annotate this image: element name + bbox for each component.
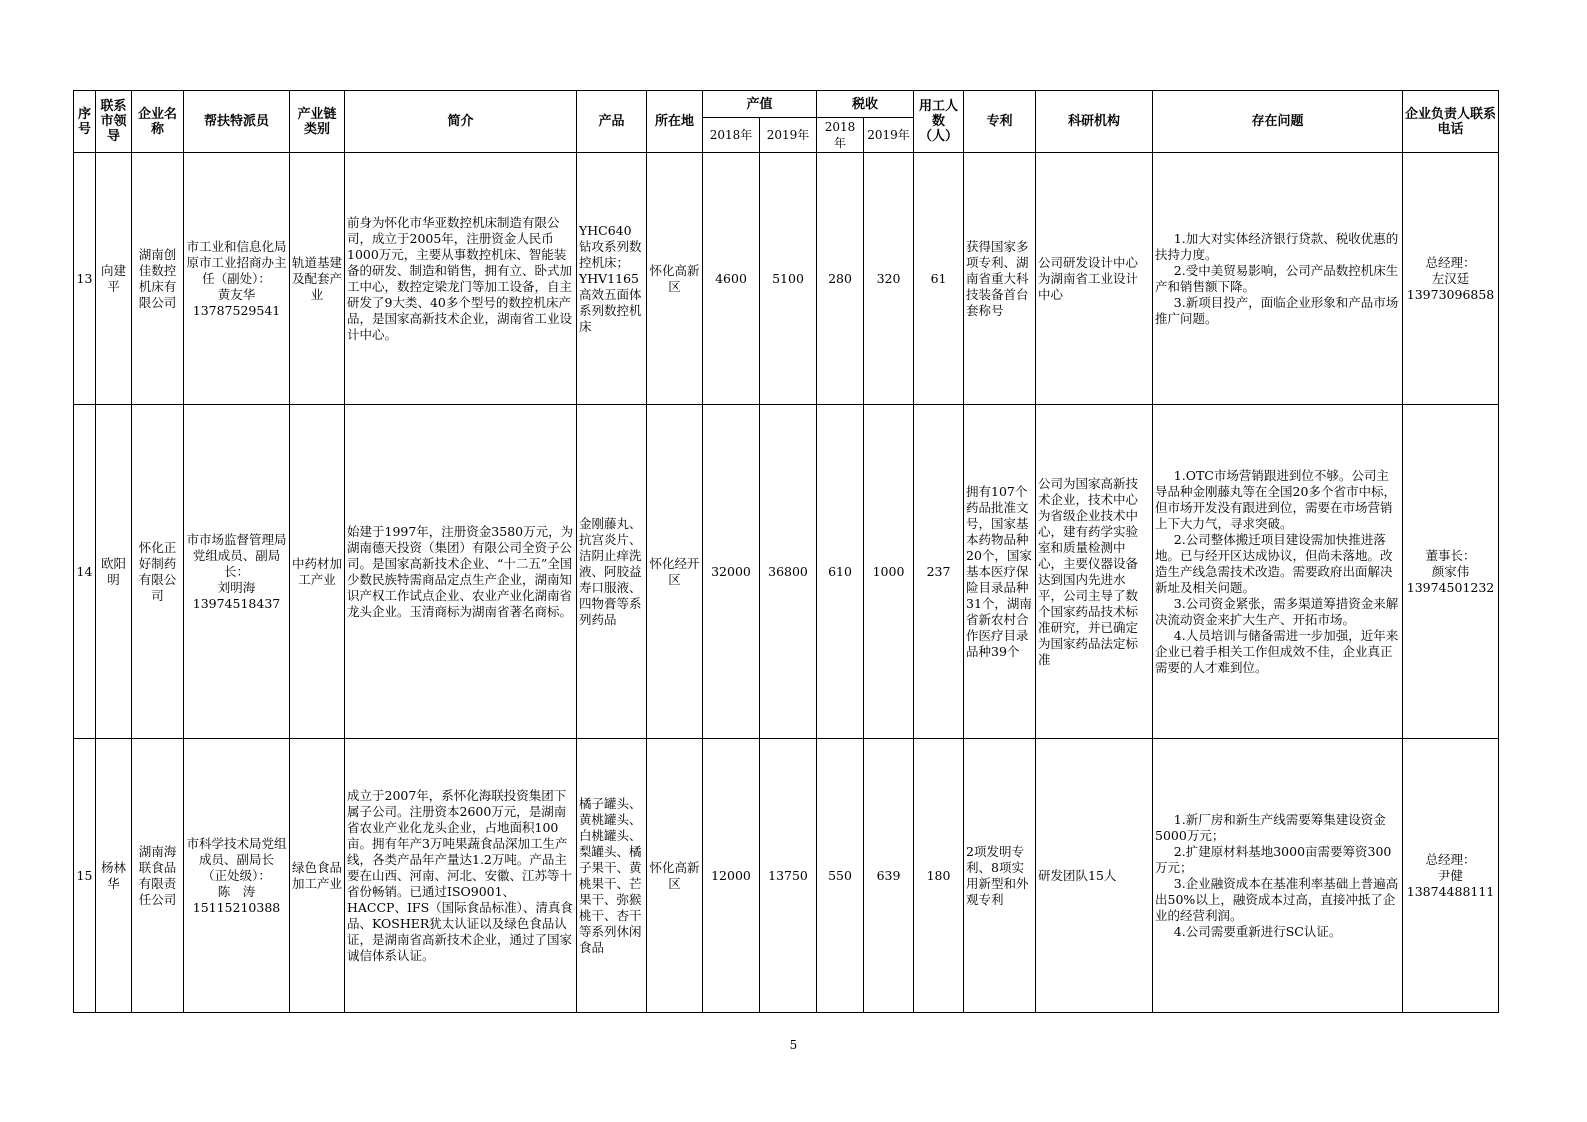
header-seq: 序号 [74, 91, 96, 153]
header-tax: 税收 [817, 91, 914, 118]
header-contact: 企业负责人联系电话 [1403, 91, 1499, 153]
header-output-2018: 2018年 [703, 118, 760, 153]
cell-company: 湖南海联食品有限责任公司 [132, 739, 184, 1013]
table-row [74, 405, 1499, 739]
cell-industry: 绿色食品加工产业 [290, 739, 345, 1013]
cell-location: 怀化高新区 [647, 739, 703, 1013]
cell-intro: 始建于1997年，注册资金3580万元，为湖南德天投资（集团）有限公司全资子公司。是国家高新技术企业、“十二五”全国少数民族特需商品定点生产企业，湖南知识产权工作试点企业、农业产业化湖南省龙头企业。玉清商标为湖南省著名商标。 [345, 405, 577, 739]
cell-staff: 180 [914, 739, 964, 1013]
cell-staff: 61 [914, 153, 964, 405]
cell-output-2019: 13750 [760, 739, 817, 1013]
cell-contact: 董事长： 颜家伟 13974501232 [1403, 405, 1499, 739]
header-tax-2018: 2018年 [817, 118, 864, 153]
cell-industry: 轨道基建及配套产业 [290, 153, 345, 405]
header-staff: 用工人数（人） [914, 91, 964, 153]
cell-company: 湖南创佳数控机床有限公司 [132, 153, 184, 405]
cell-patent: 2项发明专利、8项实用新型和外观专利 [964, 739, 1036, 1013]
header-row-top [74, 91, 1499, 118]
problem-item: 3.新项目投产，面临企业形象和产品市场推广问题。 [1155, 294, 1399, 326]
cell-location: 怀化经开区 [647, 405, 703, 739]
cell-seq: 15 [74, 739, 96, 1013]
cell-seq: 13 [74, 153, 96, 405]
problem-item: 4.公司需要重新进行SC认证。 [1173, 923, 1342, 939]
header-research: 科研机构 [1036, 91, 1153, 153]
problem-item: 2.公司整体搬迁项目建设需加快推进落地。已与经开区达成协议，但尚未落地。改造生产线急需技术改造。需要政府出面解决新址及相关问题。 [1155, 531, 1393, 595]
problem-item: 2.扩建原材料基地3000亩需要筹资300万元； [1155, 843, 1392, 875]
problem-item: 1.OTC市场营销跟进到位不够。公司主导品种金刚藤丸等在全国20多个省市中标，但市场开发没有跟进到位，需要在市场营销上下大力气，寻求突破。 [1155, 467, 1396, 531]
cell-envoy: 市科学技术局党组成员、副局长 （正处级）： 陈 涛 15115210388 [184, 739, 290, 1013]
cell-problems [1153, 153, 1403, 405]
cell-tax-2018: 610 [817, 405, 864, 739]
header-patent: 专利 [964, 91, 1036, 153]
cell-product: 金刚藤丸、抗宫炎片、洁阴止痒洗液、阿胶益寿口服液、四物膏等系列药品 [577, 405, 647, 739]
cell-seq: 14 [74, 405, 96, 739]
cell-product: YHC640钻攻系列数控机床；YHV1165高效五面体系列数控机床 [577, 153, 647, 405]
cell-intro: 前身为怀化市华亚数控机床制造有限公司，成立于2005年，注册资金人民币1000万元，主要从事数控机床、智能装备的研发、制造和销售，拥有立、卧式加工中心，数控定梁龙门等加工设备，自主研发了9大类、40多个型号的数控机床产品，是国家高新技术企业，湖南省工业设计中心。 [345, 153, 577, 405]
cell-output-2019: 5100 [760, 153, 817, 405]
cell-output-2018: 32000 [703, 405, 760, 739]
cell-output-2018: 12000 [703, 739, 760, 1013]
table-row [74, 739, 1499, 1013]
cell-tax-2019: 639 [864, 739, 914, 1013]
problem-item: 2.受中美贸易影响，公司产品数控机床生产和销售额下降。 [1155, 262, 1399, 294]
header-company: 企业名称 [132, 91, 184, 153]
header-output: 产值 [703, 91, 817, 118]
enterprise-table [73, 90, 1499, 1013]
cell-envoy: 市工业和信息化局原市工业招商办主任（副处）： 黄友华 13787529541 [184, 153, 290, 405]
problem-item: 3.企业融资成本在基准利率基础上普遍高出50%以上，融资成本过高，直接冲抵了企业的经营利润。 [1155, 875, 1399, 923]
header-output-2019: 2019年 [760, 118, 817, 153]
cell-product: 橘子罐头、黄桃罐头、白桃罐头、梨罐头、橘子果干、黄桃果干、芒果干、弥猴桃干、杏干等系列休闲食品 [577, 739, 647, 1013]
header-industry: 产业链类别 [290, 91, 345, 153]
header-problems: 存在问题 [1153, 91, 1403, 153]
cell-company: 怀化正好制药有限公司 [132, 405, 184, 739]
cell-leader: 向建平 [96, 153, 132, 405]
cell-research: 公司研发设计中心为湖南省工业设计中心 [1036, 153, 1153, 405]
header-tax-2019: 2019年 [864, 118, 914, 153]
problem-item: 1.新厂房和新生产线需要筹集建设资金5000万元； [1155, 811, 1386, 843]
cell-research: 公司为国家高新技术企业，技术中心为省级企业技术中心，建有药学实验室和质量检测中心，主要仪器设备达到国内先进水平，公司主导了数个国家药品技术标准研究，并已确定为国家药品法定标准 [1036, 405, 1153, 739]
cell-tax-2019: 320 [864, 153, 914, 405]
header-location: 所在地 [647, 91, 703, 153]
header-envoy: 帮扶特派员 [184, 91, 290, 153]
header-leader: 联系市领导 [96, 91, 132, 153]
cell-leader: 杨林华 [96, 739, 132, 1013]
header-product: 产品 [577, 91, 647, 153]
cell-tax-2019: 1000 [864, 405, 914, 739]
problem-item: 3.公司资金紧张，需多渠道筹措资金来解决流动资金来扩大生产、开拓市场。 [1155, 595, 1399, 627]
cell-patent: 获得国家多项专利、湖南省重大科技装备首台套称号 [964, 153, 1036, 405]
cell-intro: 成立于2007年，系怀化海联投资集团下属子公司。注册资本2600万元，是湖南省农业产业化龙头企业，占地面积100亩。拥有年产3万吨果蔬食品深加工生产线，各类产品年产量达1.2万吨。产品主要在山西、河南、河北、安徽、江苏等十省份畅销。已通过ISO9001、HACCP、IFS（国际食品标准）、清真食品、KOSHER犹太认证以及绿色食品认证，是湖南省高新技术企业，通过了国家诚信体系认证。 [345, 739, 577, 1013]
problem-item: 4.人员培训与储备需进一步加强，近年来企业已着手相关工作但成效不佳，企业真正需要的人才难到位。 [1155, 627, 1399, 675]
cell-location: 怀化高新区 [647, 153, 703, 405]
problem-item: 1.加大对实体经济银行贷款、税收优惠的扶持力度。 [1155, 230, 1399, 262]
cell-research: 研发团队15人 [1036, 739, 1153, 1013]
cell-problems [1153, 405, 1403, 739]
cell-tax-2018: 280 [817, 153, 864, 405]
page-number: 5 [789, 1038, 798, 1052]
cell-contact: 总经理： 左汉廷 13973096858 [1403, 153, 1499, 405]
cell-leader: 欧阳明 [96, 405, 132, 739]
cell-envoy: 市市场监督管理局党组成员、副局长： 刘明海 13974518437 [184, 405, 290, 739]
table-row [74, 153, 1499, 405]
cell-patent: 拥有107个药品批准文号，国家基本药物品种20个，国家基本医疗保险目录品种31个，湖南省新农村合作医疗目录品种39个 [964, 405, 1036, 739]
cell-staff: 237 [914, 405, 964, 739]
cell-problems [1153, 739, 1403, 1013]
cell-output-2018: 4600 [703, 153, 760, 405]
cell-industry: 中药材加工产业 [290, 405, 345, 739]
header-intro: 简介 [345, 91, 577, 153]
cell-contact: 总经理： 尹健 13874488111 [1403, 739, 1499, 1013]
cell-output-2019: 36800 [760, 405, 817, 739]
cell-tax-2018: 550 [817, 739, 864, 1013]
